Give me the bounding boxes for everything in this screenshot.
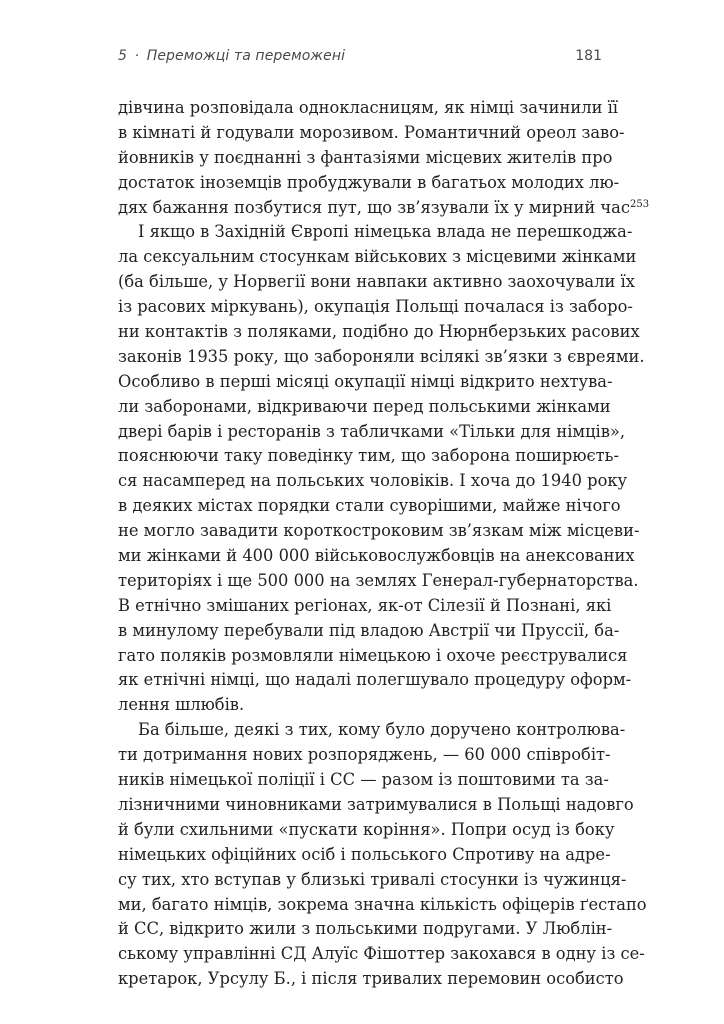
text-line-content: із расових міркувань), окупація Польщі почалася із заборо-: [118, 297, 633, 317]
text-line: [118, 668, 632, 693]
text-line: [118, 121, 625, 146]
text-line-content: достаток іноземців пробуджували в багатьох молодих лю-: [118, 172, 620, 192]
text-line: [118, 868, 627, 893]
chapter-heading: [118, 48, 345, 64]
text-line-content: в деяких містах порядки стали суворішими, майже нічого: [118, 496, 621, 516]
text-line-content: гато поляків розмовляли німецькою і охоче реєструвалися: [118, 645, 628, 665]
text-line: [118, 768, 609, 793]
text-line-content: ти дотримання нових розпоряджень, — 60 000 співробіт-: [118, 745, 611, 765]
text-line: [118, 469, 628, 494]
text-line: [118, 917, 613, 942]
running-header: [118, 48, 602, 70]
text-line-content: двері барів і ресторанів з табличками «Тільки для німців»,: [118, 421, 626, 441]
text-line: [118, 420, 626, 445]
text-line: [118, 942, 645, 967]
header-separator: ·: [134, 48, 140, 64]
text-line-content: німецьких офіційних осіб і польського Спротиву на адре-: [118, 844, 611, 864]
text-line-content: кретарок, Урсулу Б., і після тривалих перемовин особисто: [118, 969, 624, 989]
text-line-content: як етнічні німці, що надалі полегшувало процедуру оформ-: [118, 670, 632, 690]
text-line-content: су тих, хто вступав у близькі тривалі стосунки із чужинця-: [118, 869, 627, 889]
text-line-content: законів 1935 року, що забороняли всілякі зв’язки з євреями.: [118, 346, 645, 366]
text-line-content: в кімнаті й годували морозивом. Романтичний ореол заво-: [118, 122, 625, 142]
text-line: [118, 793, 634, 818]
text-line: [118, 345, 645, 370]
text-line-content: й були схильними «пускати коріння». Попри осуд із боку: [118, 819, 615, 839]
text-line: [118, 818, 615, 843]
text-line: [118, 893, 647, 918]
text-line: [118, 320, 640, 345]
footnote-reference[interactable]: 253: [630, 198, 650, 210]
text-line-content: ла сексуальним стосункам військових з місцевими жінками: [118, 247, 637, 267]
text-line-content: В етнічно змішаних регіонах, як-от Сілезії й Познані, які: [118, 595, 612, 615]
text-line-content: лізничними чиновниками затримувалися в Польщі надовго: [118, 794, 634, 814]
text-line: [118, 395, 611, 420]
text-line-content: ми, багато німців, зокрема значна кількість офіцерів ґестапо: [118, 894, 647, 914]
text-line-content: дівчина розповідала однокласницям, як німці зачинили її: [118, 98, 619, 117]
text-line-content: не могло завадити короткостроковим зв’язкам між місцеви-: [118, 521, 640, 541]
chapter-number: 5: [118, 48, 128, 64]
text-line: [118, 569, 639, 594]
text-line: [118, 718, 626, 743]
text-line: [118, 693, 602, 718]
text-line: [118, 494, 621, 519]
text-line-content: територіях і ще 500 000 на землях Генерал-губернаторства.: [118, 570, 639, 590]
text-line-content: в минулому перебували під владою Австрії чи Пруссії, ба-: [118, 620, 620, 640]
text-line: [118, 544, 635, 569]
text-line: [118, 96, 619, 121]
text-line: [118, 370, 613, 395]
text-line: [118, 843, 611, 868]
text-line-content: ському управлінні СД Алуїс Фішоттер закохався в одну із се-: [118, 944, 645, 964]
text-line-content: Особливо в перші місяці окупації німці відкрито нехтува-: [118, 371, 613, 391]
text-line-content: ся насамперед на польських чоловіків. І хоча до 1940 року: [118, 471, 628, 491]
text-line-content: ників німецької поліції і СС — разом із поштовими та за-: [118, 770, 609, 790]
text-line: [118, 245, 637, 270]
text-line: [118, 270, 635, 295]
chapter-title: Переможці та переможені: [146, 48, 346, 64]
text-line-content: (ба більше, у Норвегії вони навпаки активно заохочували їх: [118, 272, 635, 292]
text-line: [118, 171, 620, 196]
text-line-content: ми жінками й 400 000 військовослужбовців на анексованих: [118, 546, 635, 566]
text-line: [118, 644, 628, 669]
text-line: [118, 743, 611, 768]
text-line: [118, 594, 612, 619]
text-line: [118, 295, 633, 320]
text-line-content: дях бажання позбутися пут, що зв’язували їх у мирний час: [118, 197, 631, 217]
text-line-content: ли заборонами, відкриваючи перед польськими жінками: [118, 396, 611, 416]
text-line-content: й СС, відкрито жили з польськими подругами. У Люблін-: [118, 919, 613, 939]
text-line-content: Ба більше, деякі з тих, кому було доручено контролюва-: [138, 720, 626, 740]
page-number: 181: [575, 48, 602, 64]
text-line: [118, 619, 620, 644]
text-line: [118, 519, 640, 544]
text-line: [118, 220, 633, 245]
text-line: [118, 196, 650, 221]
text-line-content: йовників у поєднанні з фантазіями місцевих жителів про: [118, 147, 613, 167]
text-line: [118, 146, 613, 171]
text-line: [118, 444, 620, 469]
text-line-content: пояснюючи таку поведінку тим, що заборона поширюєть-: [118, 446, 620, 466]
text-line-content: лення шлюбів.: [118, 695, 245, 715]
text-line-content: ни контактів з поляками, подібно до Нюрнберзьких расових: [118, 322, 640, 342]
body-text: [118, 96, 650, 992]
text-line-content: І якщо в Західній Європі німецька влада не перешкоджа-: [138, 222, 633, 242]
text-line: [118, 967, 624, 992]
